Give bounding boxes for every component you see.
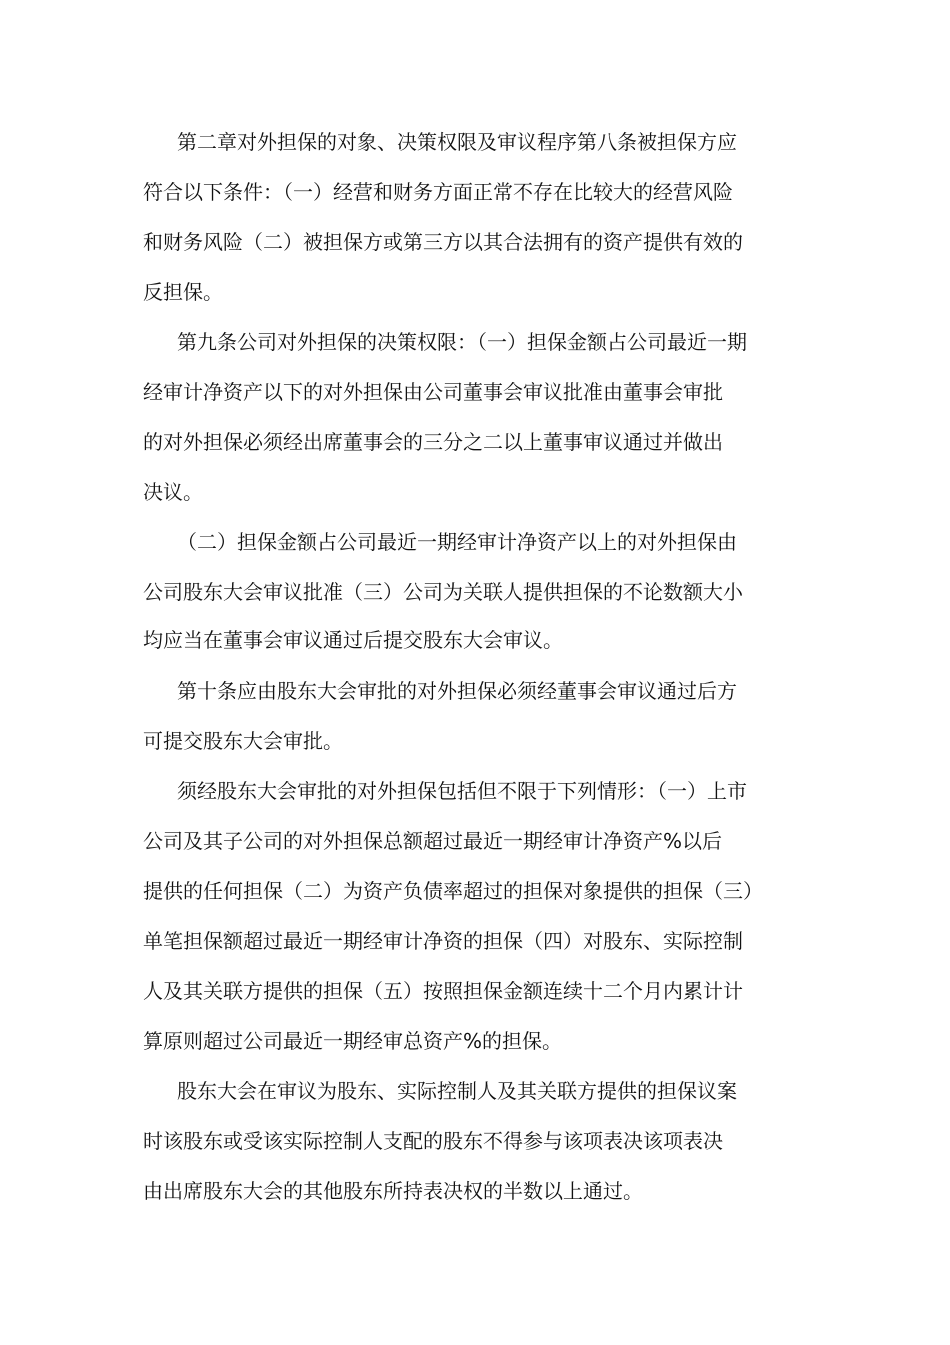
text-line: 公司及其子公司的对外担保总额超过最近一期经审计净资产%以后 [143,829,723,853]
text-line: 均应当在董事会审议通过后提交股东大会审议。 [143,628,563,652]
text-line: 决议。 [143,480,203,504]
text-line: 第十条应由股东大会审批的对外担保必须经董事会审议通过后方 [177,679,737,703]
text-line: 股东大会在审议为股东、实际控制人及其关联方提供的担保议案 [177,1079,737,1103]
text-line: 人及其关联方提供的担保（五）按照担保金额连续十二个月内累计计 [143,979,743,1003]
text-line: 算原则超过公司最近一期经审总资产%的担保。 [143,1029,563,1053]
text-line: 须经股东大会审批的对外担保包括但不限于下列情形：（一）上市 [177,779,747,803]
text-line: 符合以下条件：（一）经营和财务方面正常不存在比较大的经营风险 [143,180,733,204]
text-line: 提供的任何担保（二）为资产负债率超过的担保对象提供的担保（三） [143,879,763,903]
text-line: 和财务风险（二）被担保方或第三方以其合法拥有的资产提供有效的 [143,230,743,254]
text-line: 由出席股东大会的其他股东所持表决权的半数以上通过。 [143,1179,643,1203]
text-line: 的对外担保必须经出席董事会的三分之二以上董事审议通过并做出 [143,430,723,454]
text-line: 反担保。 [143,280,223,304]
text-line: 第九条公司对外担保的决策权限：（一）担保金额占公司最近一期 [177,330,747,354]
text-line: （二）担保金额占公司最近一期经审计净资产以上的对外担保由 [177,530,737,554]
text-line: 可提交股东大会审批。 [143,729,343,753]
text-line: 第二章对外担保的对象、决策权限及审议程序第八条被担保方应 [177,130,737,154]
text-line: 时该股东或受该实际控制人支配的股东不得参与该项表决该项表决 [143,1129,723,1153]
text-line: 单笔担保额超过最近一期经审计净资的担保（四）对股东、实际控制 [143,929,743,953]
text-line: 公司股东大会审议批准（三）公司为关联人提供担保的不论数额大小 [143,580,743,604]
text-line: 经审计净资产以下的对外担保由公司董事会审议批准由董事会审批 [143,380,723,404]
